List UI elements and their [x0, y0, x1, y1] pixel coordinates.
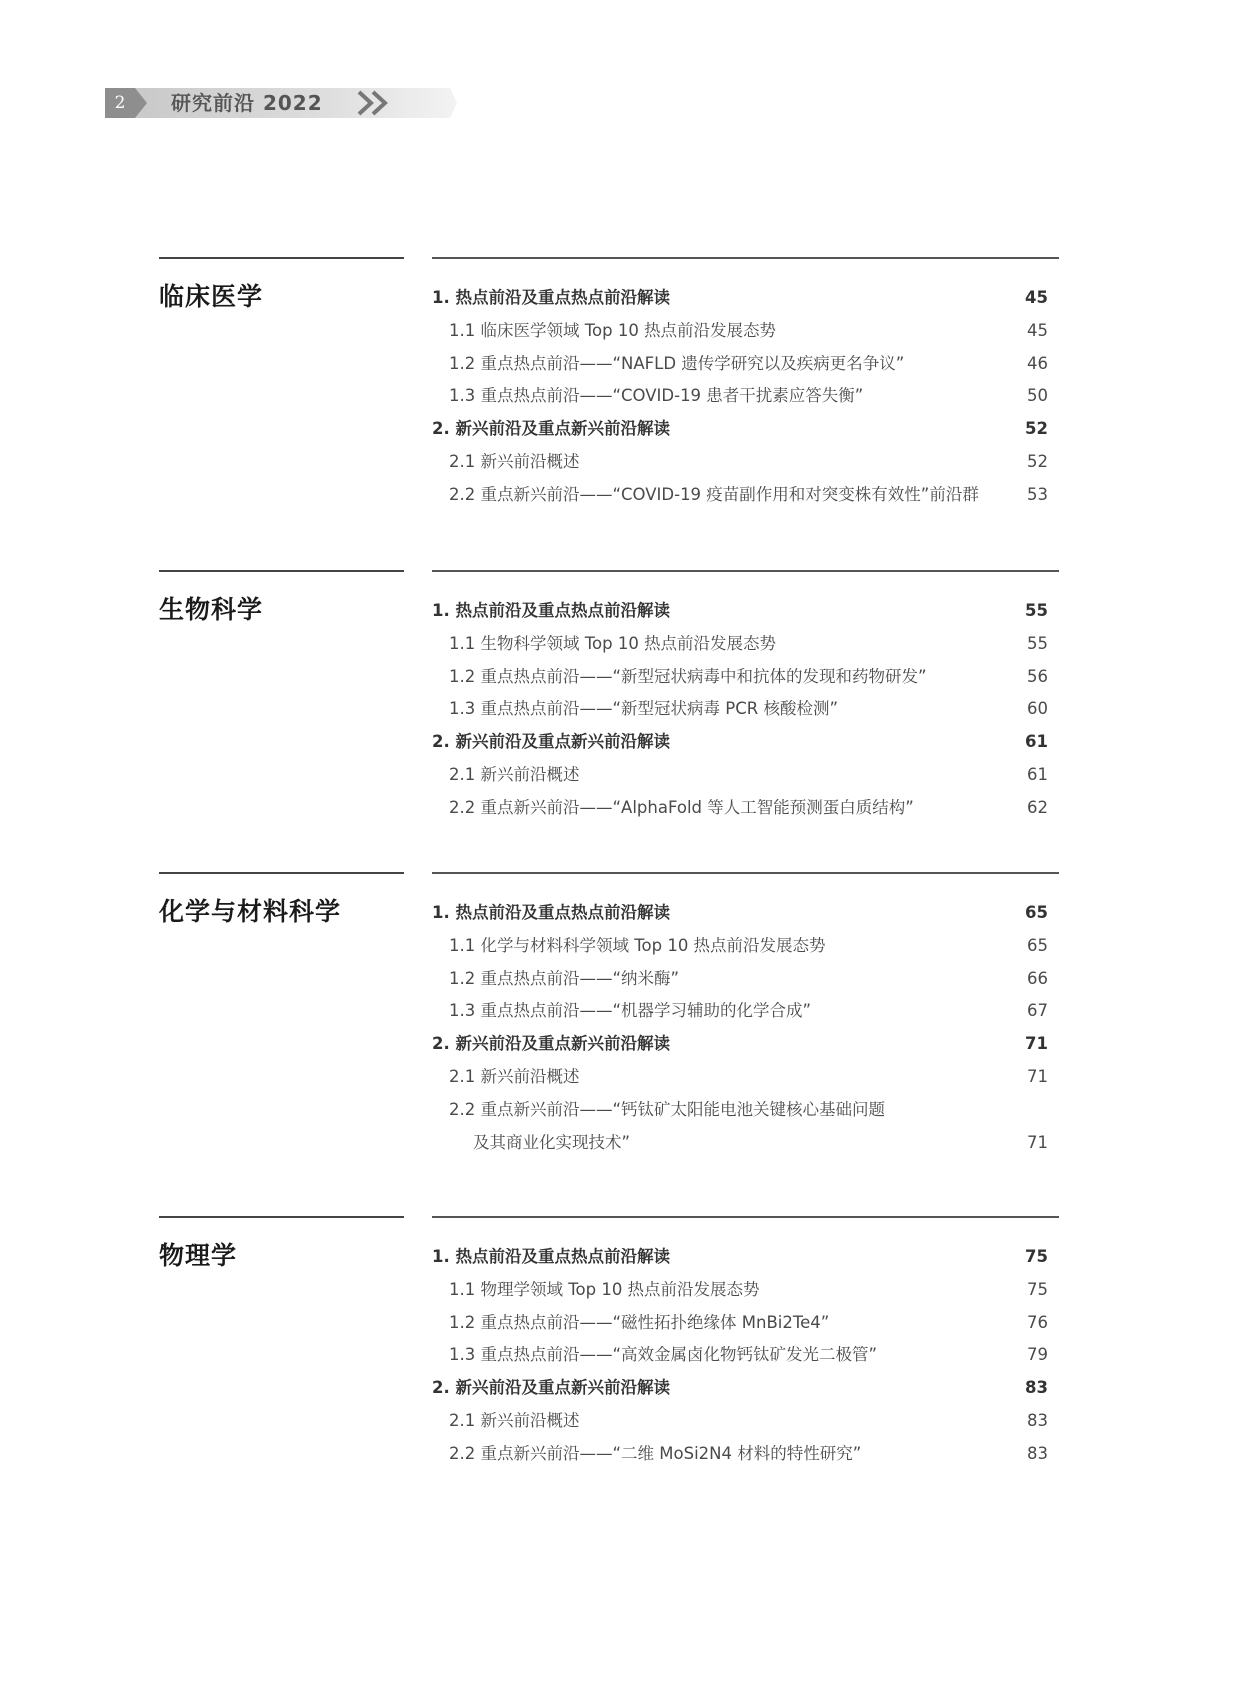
- toc-entry-page: 45: [1025, 288, 1048, 307]
- toc-entry[interactable]: [432, 1060, 1048, 1093]
- section-entries: [432, 1216, 1059, 1463]
- toc-entry-title: 1. 热点前沿及重点热点前沿解读: [432, 1247, 670, 1266]
- toc-entry-page: 52: [1025, 419, 1048, 439]
- toc-entry-page: 55: [1027, 633, 1048, 653]
- toc-entry[interactable]: [432, 758, 1048, 791]
- section-title: 物理学: [159, 1241, 238, 1270]
- toc-entry-title: 1.2 重点热点前沿——“纳米酶”: [449, 968, 680, 988]
- toc-entry-title: 2.2 重点新兴前沿——“二维 MoSi2N4 材料的特性研究”: [449, 1443, 862, 1463]
- section-rule: [159, 570, 404, 572]
- toc-entry-title: 1. 热点前沿及重点热点前沿解读: [432, 288, 670, 307]
- toc-entry[interactable]: [432, 791, 1048, 824]
- toc-entry[interactable]: [432, 1273, 1048, 1306]
- toc-entry-title: 2.2 重点新兴前沿——“COVID-19 疫苗副作用和对突变株有效性”前沿群: [449, 484, 979, 504]
- toc-entry-page: 83: [1027, 1443, 1048, 1463]
- toc-entry-page: 71: [1027, 1132, 1048, 1152]
- section-title: 生物科学: [159, 595, 264, 624]
- toc-entry-title: 2.1 新兴前沿概述: [449, 1067, 580, 1086]
- toc-entry-title: 2.1 新兴前沿概述: [449, 1411, 580, 1430]
- toc-entry[interactable]: [432, 660, 1048, 693]
- toc-entry[interactable]: [432, 314, 1048, 347]
- toc-entry-page: 83: [1027, 1411, 1048, 1430]
- toc-entry-page: 45: [1027, 320, 1048, 340]
- toc-entry[interactable]: [432, 1338, 1048, 1371]
- toc-entry-page: 55: [1025, 601, 1048, 620]
- toc-entry-page: 79: [1027, 1345, 1048, 1365]
- toc-entry[interactable]: [432, 1027, 1048, 1060]
- toc-entry-page: 75: [1025, 1247, 1048, 1266]
- section-entries: [432, 872, 1059, 1152]
- toc-entry-title: 2.1 新兴前沿概述: [449, 452, 580, 471]
- toc-entry-title: 2. 新兴前沿及重点新兴前沿解读: [432, 732, 670, 752]
- toc-entry-title: 1.2 重点热点前沿——“磁性拓扑绝缘体 MnBi2Te4”: [449, 1312, 830, 1332]
- running-header: [105, 86, 395, 118]
- toc-entry[interactable]: [432, 1240, 1048, 1273]
- toc-entry[interactable]: [432, 896, 1048, 929]
- toc-entry[interactable]: [432, 379, 1048, 412]
- toc-entry[interactable]: [432, 1093, 1048, 1126]
- toc-entry-title: 1.1 化学与材料科学领域 Top 10 热点前沿发展态势: [449, 935, 826, 955]
- toc-entry[interactable]: [432, 1437, 1048, 1470]
- section-rule: [159, 872, 404, 874]
- section-entries: [432, 570, 1059, 817]
- toc-entry-title: 2. 新兴前沿及重点新兴前沿解读: [432, 1034, 670, 1054]
- toc-entry-title: 1. 热点前沿及重点热点前沿解读: [432, 903, 670, 922]
- toc-entry[interactable]: [432, 347, 1048, 380]
- toc-entry-page: 46: [1027, 353, 1048, 373]
- toc-entry-page: 66: [1027, 968, 1048, 988]
- toc-entry-page: 61: [1027, 765, 1048, 784]
- toc-entry[interactable]: [432, 594, 1048, 627]
- toc-entry-page: 75: [1027, 1279, 1048, 1299]
- toc-entry-title: 2. 新兴前沿及重点新兴前沿解读: [432, 1378, 670, 1398]
- toc-entry-page: 67: [1027, 1001, 1048, 1021]
- toc-entry-page: 56: [1027, 666, 1048, 686]
- toc-entry-title: 1.2 重点热点前沿——“NAFLD 遗传学研究以及疾病更名争议”: [449, 353, 905, 373]
- toc-entry[interactable]: [432, 412, 1048, 445]
- toc-entry-page: 50: [1027, 386, 1048, 406]
- section-entries: [432, 257, 1059, 504]
- toc-entry[interactable]: [432, 994, 1048, 1027]
- toc-entry-title: 1.3 重点热点前沿——“机器学习辅助的化学合成”: [449, 1001, 812, 1021]
- toc-entry-title: 1. 热点前沿及重点热点前沿解读: [432, 601, 670, 620]
- toc-entry-page: 71: [1027, 1067, 1048, 1086]
- section-rule: [159, 1216, 404, 1218]
- toc-entry[interactable]: [432, 445, 1048, 478]
- toc-entry[interactable]: [432, 281, 1048, 314]
- toc-entry-title: 1.3 重点热点前沿——“高效金属卤化物钙钛矿发光二极管”: [449, 1345, 878, 1365]
- toc-entry-title: 1.1 物理学领域 Top 10 热点前沿发展态势: [449, 1279, 760, 1299]
- toc-entry-title: 2. 新兴前沿及重点新兴前沿解读: [432, 419, 670, 439]
- double-chevron-icon: [353, 88, 397, 118]
- section-rule: [159, 257, 404, 259]
- publication-title: 研究前沿 2022: [171, 91, 323, 115]
- toc-entry-title: 及其商业化实现技术”: [473, 1132, 631, 1152]
- toc-entry-page: 76: [1027, 1312, 1048, 1332]
- toc-entry-title: 1.3 重点热点前沿——“COVID-19 患者干扰素应答失衡”: [449, 386, 864, 406]
- section-title: 临床医学: [159, 282, 264, 311]
- toc-entry-title: 1.2 重点热点前沿——“新型冠状病毒中和抗体的发现和药物研发”: [449, 666, 927, 686]
- toc-entry-page: 71: [1025, 1034, 1048, 1054]
- section-title: 化学与材料科学: [159, 897, 342, 926]
- toc-entry-page: 52: [1027, 452, 1048, 471]
- toc-entry-page: 60: [1027, 699, 1048, 719]
- toc-entry-page: 83: [1025, 1378, 1048, 1398]
- toc-entry-page: 53: [1027, 484, 1048, 504]
- toc-entry[interactable]: [432, 962, 1048, 995]
- toc-entry-page: 65: [1027, 935, 1048, 955]
- toc-entry-title: 1.1 临床医学领域 Top 10 热点前沿发展态势: [449, 320, 777, 340]
- toc-entry-title: 1.3 重点热点前沿——“新型冠状病毒 PCR 核酸检测”: [449, 699, 839, 719]
- toc-entry[interactable]: [432, 627, 1048, 660]
- toc-entry[interactable]: [432, 1306, 1048, 1339]
- toc-entry-title: 2.2 重点新兴前沿——“钙钛矿太阳能电池关键核心基础问题: [449, 1099, 886, 1119]
- toc-entry[interactable]: [432, 1126, 1048, 1159]
- toc-entry[interactable]: [432, 478, 1048, 511]
- toc-entry[interactable]: [432, 692, 1048, 725]
- toc-entry-page: 65: [1025, 903, 1048, 922]
- toc-entry[interactable]: [432, 725, 1048, 758]
- toc-entry-title: 2.2 重点新兴前沿——“AlphaFold 等人工智能预测蛋白质结构”: [449, 797, 914, 817]
- toc-entry[interactable]: [432, 929, 1048, 962]
- toc-entry-title: 1.1 生物科学领域 Top 10 热点前沿发展态势: [449, 633, 777, 653]
- page-number: 2: [105, 88, 135, 118]
- toc-entry-title: 2.1 新兴前沿概述: [449, 765, 580, 784]
- toc-entry-page: 61: [1025, 732, 1048, 752]
- toc-entry[interactable]: [432, 1371, 1048, 1404]
- toc-entry[interactable]: [432, 1404, 1048, 1437]
- toc-entry-page: 62: [1027, 797, 1048, 817]
